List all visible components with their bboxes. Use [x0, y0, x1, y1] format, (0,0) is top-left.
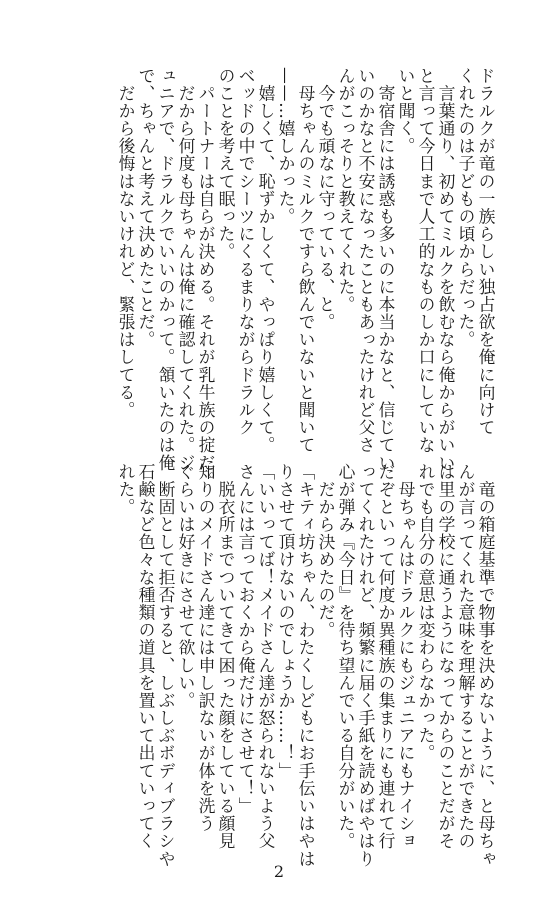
text-column: 今でも頑なに守っている、と。 [316, 67, 336, 331]
page-number: 2 [273, 862, 285, 881]
text-column: 知りのメイドさん達には申し訳ないが体を洗う [196, 463, 216, 833]
text-column: 「いいってば！メイドさん達が怒られないよう父 [256, 463, 276, 850]
text-column: れでも自分の意思は変わらなかった。 [416, 463, 436, 763]
text-column: だから決めたのだ。 [316, 463, 336, 639]
text-column: れた。 [116, 463, 136, 516]
text-column: 寄宿舎には誘惑も多いのに本当かなと、信じてい [376, 67, 396, 472]
text-column: ってくれたけれど、頻繁に届く手紙を読めばやはり [356, 463, 376, 868]
text-column: りさせて頂けないのでしょうか……！」 [276, 463, 296, 780]
text-column: ュニアで、ドラルクでいいのかって。頷いたのは俺 [156, 67, 176, 472]
text-column: 嬉しくて、恥ずかしくて、やっぱり嬉しくて。 [256, 67, 276, 454]
text-column: 「キティ坊ちゃん、わたくしどもにお手伝いはやは [296, 463, 316, 868]
text-column: パートナーは自らが決める。それが乳牛族の掟だ。 [196, 67, 216, 490]
text-column: 石鹸など色々な種類の道具を置いて出ていってく [136, 463, 156, 850]
text-column: いのかなと不安になったこともあったけれど父さ [356, 67, 376, 454]
text-block-lower [116, 463, 496, 868]
text-column: ベッドの中でシーツにくるまりながらドラルク [236, 67, 256, 437]
text-column: さんには言っておくから俺だけにさせて！」 [236, 463, 256, 815]
text-column: んが言ってくれた意味を理解することができたの [456, 463, 476, 850]
text-column: んがこっそりと教えてくれた。 [336, 67, 356, 314]
text-column: で、ちゃんと考えて決めたことだ。 [136, 67, 156, 349]
text-column: 母ちゃんのミルクですら飲んでいないと聞いて [296, 67, 316, 454]
text-column: だから後悔はないけれど、緊張はしてる。 [116, 67, 136, 419]
text-column: くれたのは子どもの頃からだった。 [456, 67, 476, 349]
text-column: だから何度も母ちゃんは俺に確認してくれた。ジ [176, 67, 196, 472]
text-column: のことを考えて眠った。 [216, 67, 236, 261]
text-column: 母ちゃんはドラルクにもジュニアにもナイショ [396, 463, 416, 850]
text-column: ——…嬉しかった。 [276, 67, 296, 226]
text-column: 断固として拒否すると、しぶしぶボディブラシや [156, 463, 176, 868]
text-column: だぞといって何度か異種族の集まりにも連れて行 [376, 463, 396, 850]
text-column: ドラルクが竜の一族らしい独占欲を俺に向けて [476, 67, 496, 437]
text-column: と言って今日まで人工的なものしか口にしていな [416, 67, 436, 454]
text-column: は里の学校に通うようになってからのことだがそ [436, 463, 456, 850]
text-column: 竜の箱庭基準で物事を決めないように、と母ちゃ [476, 463, 496, 868]
text-column: いと聞く。 [396, 67, 416, 155]
text-column: 言葉通り、初めてミルクを飲むなら俺からがいい [436, 67, 456, 472]
text-column: ぐらいは好きにさせて欲しい。 [176, 463, 196, 710]
text-block-upper [116, 67, 496, 490]
text-column: 心が弾み『今日』を待ち望んでいる自分がいた。 [336, 463, 356, 850]
text-column: 脱衣所までついてきて困った顔をしている顔見 [216, 463, 236, 850]
